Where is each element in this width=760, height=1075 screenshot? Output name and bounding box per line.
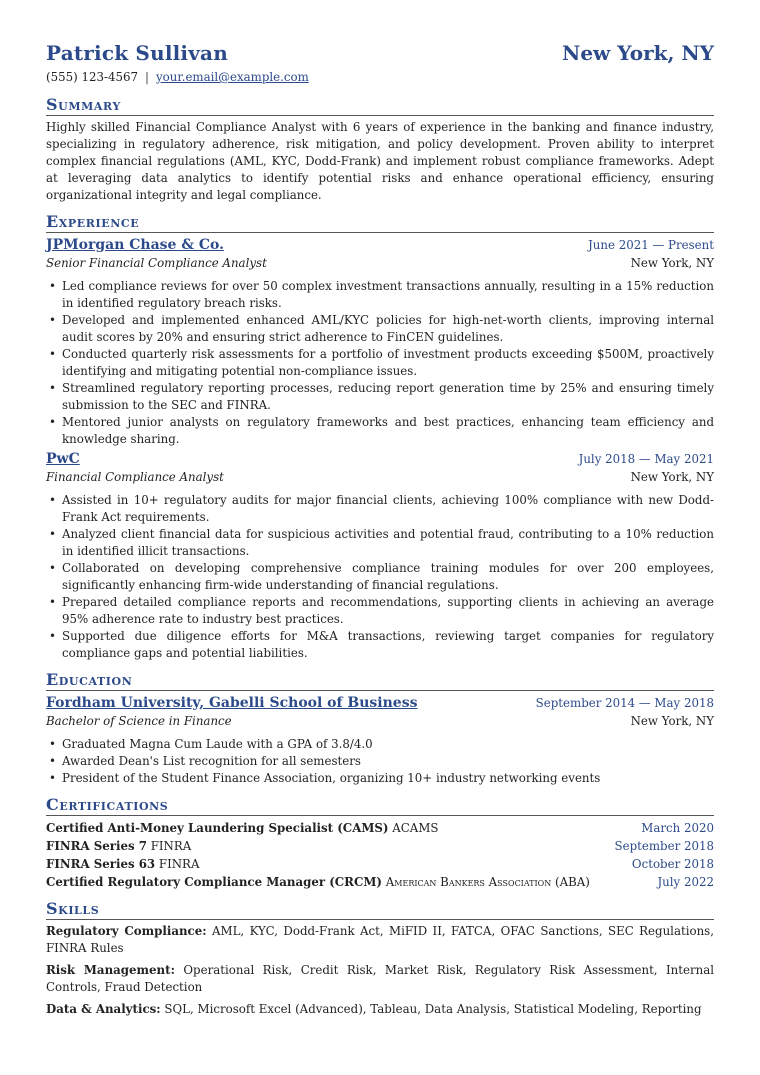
experience-heading: Experience: [46, 212, 714, 233]
skill-line: [46, 1001, 714, 1018]
phone-number: (555) 123-4567: [46, 70, 138, 84]
certifications-list: [46, 819, 714, 891]
certification-name: FINRA Series 63: [46, 857, 156, 871]
achievement-item: • Prepared detailed compliance reports and recommendations, supporting clients in achieving an average 95% adherence rate to industry best practices.: [62, 594, 714, 628]
employment-dates: July 2018 — May 2021: [578, 452, 714, 466]
education-entry: [46, 694, 714, 787]
company-name-link[interactable]: JPMorgan Chase & Co.: [46, 237, 224, 253]
skills-list: [46, 923, 714, 1018]
certification-date: July 2022: [657, 875, 714, 889]
certification-left: [46, 837, 191, 855]
email-link[interactable]: your.email@example.com: [155, 70, 309, 84]
achievement-item: • Collaborated on developing comprehensive compliance training modules for over 200 employees, significantly enhancing firm-wide understanding of financial regulations.: [62, 560, 714, 594]
contact-line: [46, 69, 714, 85]
certification-row: [46, 855, 714, 873]
school-name-link[interactable]: Fordham University, Gabelli School of Business: [46, 695, 418, 711]
achievement-item: • Analyzed client financial data for suspicious activities and potential fraud, contributing to a 10% reduction in identified illicit transactions.: [62, 526, 714, 560]
skill-category: Data & Analytics:: [46, 1002, 161, 1016]
experience-entry: [46, 450, 714, 662]
certification-issuer: American Bankers Association (ABA): [385, 875, 590, 889]
candidate-location: New York, NY: [562, 41, 714, 65]
certification-left: [46, 855, 199, 873]
candidate-name: Patrick Sullivan: [46, 41, 228, 65]
achievement-item: • Assisted in 10+ regulatory audits for major financial clients, achieving 100% compliance with new Dodd-Frank Act requirements.: [62, 492, 714, 526]
education-highlight-item: • Graduated Magna Cum Laude with a GPA of 3.8/4.0: [62, 736, 714, 753]
achievement-item: • Conducted quarterly risk assessments for a portfolio of investment products exceeding $500M, proactively identifying and mitigating potential non-compliance issues.: [62, 346, 714, 380]
education-dates: September 2014 — May 2018: [535, 696, 714, 710]
achievement-list: [46, 492, 714, 662]
skill-category: Regulatory Compliance:: [46, 924, 207, 938]
job-location: New York, NY: [630, 470, 714, 484]
skill-line: [46, 923, 714, 957]
job-location: New York, NY: [630, 256, 714, 270]
certification-issuer: FINRA: [150, 839, 192, 853]
school-location: New York, NY: [630, 714, 714, 728]
education-highlights: [46, 736, 714, 787]
entry-header-row: [46, 694, 714, 713]
education-heading: Education: [46, 670, 714, 691]
achievement-item: • Mentored junior analysts on regulatory frameworks and best practices, enhancing team efficiency and knowledge sharing.: [62, 414, 714, 448]
certification-name: Certified Anti-Money Laundering Specialist (CAMS): [46, 821, 389, 835]
achievement-item: • Developed and implemented enhanced AML/KYC policies for high-net-worth clients, improving internal audit scores by 20% and ensuring strict adherence to FinCEN guidelines.: [62, 312, 714, 346]
education-list: [46, 694, 714, 787]
degree-name: Bachelor of Science in Finance: [46, 714, 232, 728]
certification-date: September 2018: [614, 839, 714, 853]
achievement-item: • Supported due diligence efforts for M&A transactions, reviewing target companies for regulatory compliance gaps and potential liabilities.: [62, 628, 714, 662]
certification-row: [46, 819, 714, 837]
entry-subheader-row: [46, 469, 714, 486]
skill-values: Operational Risk, Credit Risk, Market Risk, Regulatory Risk Assessment, Internal Controls, Fraud Detection: [46, 963, 715, 994]
experience-entry: [46, 236, 714, 448]
certification-issuer: FINRA: [158, 857, 200, 871]
certifications-heading: Certifications: [46, 795, 714, 816]
skill-values: AML, KYC, Dodd-Frank Act, MiFID II, FATCA, OFAC Sanctions, SEC Regulations, FINRA Rules: [46, 924, 714, 955]
certification-date: March 2020: [641, 821, 714, 835]
certification-name: FINRA Series 7: [46, 839, 147, 853]
resume-header: [46, 40, 714, 66]
skill-category: Risk Management:: [46, 963, 175, 977]
education-highlight-item: • Awarded Dean's List recognition for all semesters: [62, 753, 714, 770]
entry-subheader-row: [46, 713, 714, 730]
certification-left: [46, 819, 439, 837]
company-name-link[interactable]: PwC: [46, 451, 80, 467]
job-title: Senior Financial Compliance Analyst: [46, 256, 267, 270]
skills-heading: Skills: [46, 899, 714, 920]
entry-subheader-row: [46, 255, 714, 272]
certification-row: [46, 837, 714, 855]
summary-heading: Summary: [46, 95, 714, 116]
achievement-list: [46, 278, 714, 448]
achievement-item: • Streamlined regulatory reporting processes, reducing report generation time by 25% and ensuring timely submission to the SEC and FINRA.: [62, 380, 714, 414]
entry-header-row: [46, 236, 714, 255]
certification-date: October 2018: [631, 857, 714, 871]
skill-line: [46, 962, 714, 996]
certification-issuer: ACAMS: [392, 821, 439, 835]
contact-separator: |: [145, 70, 149, 84]
job-title: Financial Compliance Analyst: [46, 470, 224, 484]
certification-row: [46, 873, 714, 891]
entry-header-row: [46, 450, 714, 469]
employment-dates: June 2021 — Present: [588, 238, 714, 252]
experience-list: [46, 236, 714, 662]
certification-left: [46, 873, 590, 891]
certification-name: Certified Regulatory Compliance Manager (CRCM): [46, 875, 383, 889]
skill-values: SQL, Microsoft Excel (Advanced), Tableau, Data Analysis, Statistical Modeling, Reporting: [164, 1002, 702, 1016]
education-highlight-item: • President of the Student Finance Association, organizing 10+ industry networking events: [62, 770, 714, 787]
summary-text: Highly skilled Financial Compliance Analyst with 6 years of experience in the banking and finance industry, specializing in regulatory adherence, risk mitigation, and policy development. Proven ability to interpret complex financial regulations (AML, KYC, Dodd-Frank) and implement robust compliance frameworks. Adept at leveraging data analytics to identify potential risks and enhance operational efficiency, ensuring organizational integrity and legal compliance.: [46, 120, 714, 202]
achievement-item: • Led compliance reviews for over 50 complex investment transactions annually, resulting in a 15% reduction in identified regulatory breach risks.: [62, 278, 714, 312]
